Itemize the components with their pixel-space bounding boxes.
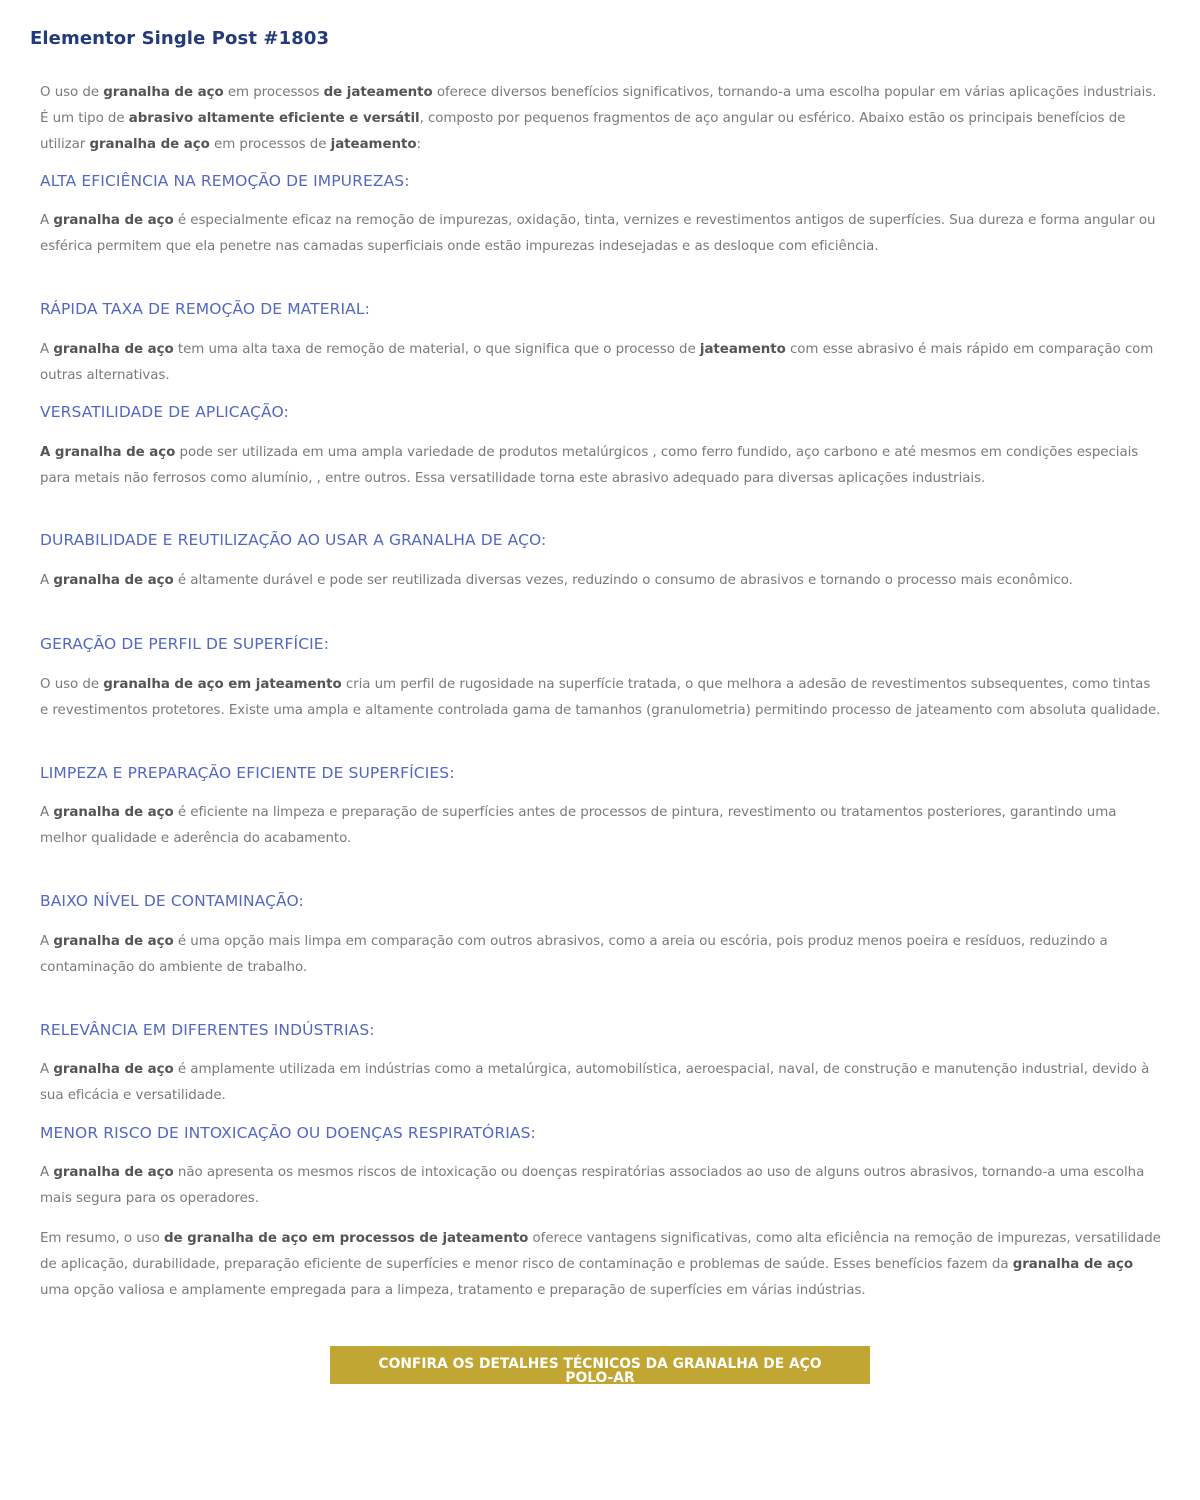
section-paragraph-removal-rate: A granalha de aço tem uma alta taxa de remoção de material, o que significa que o processo de jateamento com esse abrasivo é mais rápido em comparação com outras alternativas. <box>40 342 1154 383</box>
section-heading-versatility: VERSATILIDADE DE APLICAÇÃO: <box>40 403 289 421</box>
section-heading-industries: RELEVÂNCIA EM DIFERENTES INDÚSTRIAS: <box>40 1021 375 1039</box>
section-paragraph-industries: A granalha de aço é amplamente utilizada em indústrias como a metalúrgica, automobilística, aeroespacial, naval, de construção e manutenção industrial, devido à sua eficácia e versatilidade. <box>40 1062 1150 1103</box>
section-heading-cleaning: LIMPEZA E PREPARAÇÃO EFICIENTE DE SUPERFÍCIES: <box>40 764 455 782</box>
section-heading-health-risk: MENOR RISCO DE INTOXICAÇÃO OU DOENÇAS RESPIRATÓRIAS: <box>40 1124 536 1142</box>
section-heading-durability: DURABILIDADE E REUTILIZAÇÃO AO USAR A GRANALHA DE AÇO: <box>40 531 547 549</box>
technical-details-button-label: CONFIRA OS DETALHES TÉCNICOS DA GRANALHA DE AÇO POLO-AR <box>378 1356 822 1384</box>
section-heading-removal-rate: RÁPIDA TAXA DE REMOÇÃO DE MATERIAL: <box>40 300 370 318</box>
section-paragraph-durability: A granalha de aço é altamente durável e pode ser reutilizada diversas vezes, reduzindo o consumo de abrasivos e tornando o processo mais econômico. <box>40 573 1073 588</box>
section-paragraph-efficiency: A granalha de aço é especialmente eficaz na remoção de impurezas, oxidação, tinta, vernizes e revestimentos antigos de superfícies. Sua dureza e forma angular ou esférica permitem que ela penetre nas camadas superficiais onde estão impurezas indesejadas e as desloque com eficiência. <box>40 213 1156 254</box>
technical-details-button[interactable] <box>330 1346 870 1384</box>
section-paragraph-surface-profile: O uso de granalha de aço em jateamento cria um perfil de rugosidade na superfície tratada, o que melhora a adesão de revestimentos subsequentes, como tintas e revestimentos protetores. Existe uma ampla e altamente controlada gama de tamanhos (granulometria) permitindo processo de jateamento com absoluta qualidade. <box>40 677 1161 718</box>
section-paragraph-cleaning: A granalha de aço é eficiente na limpeza e preparação de superfícies antes de processos de pintura, revestimento ou tratamentos posteriores, garantindo uma melhor qualidade e aderência do acabamento. <box>40 805 1117 846</box>
section-paragraph-contamination: A granalha de aço é uma opção mais limpa em comparação com outros abrasivos, como a areia ou escória, pois produz menos poeira e resíduos, reduzindo a contaminação do ambiente de trabalho. <box>40 934 1108 975</box>
section-heading-contamination: BAIXO NÍVEL DE CONTAMINAÇÃO: <box>40 892 304 910</box>
summary-paragraph: Em resumo, o uso de granalha de aço em processos de jateamento oferece vantagens significativas, como alta eficiência na remoção de impurezas, versatilidade de aplicação, durabilidade, preparação eficiente de superfícies e menor risco de contaminação e problemas de saúde. Esses benefícios fazem da granalha de aço uma opção valiosa e amplamente empregada para a limpeza, tratamento e preparação de superfícies em várias indústrias. <box>40 1231 1161 1298</box>
section-heading-surface-profile: GERAÇÃO DE PERFIL DE SUPERFÍCIE: <box>40 635 330 653</box>
section-paragraph-health-risk: A granalha de aço não apresenta os mesmos riscos de intoxicação ou doenças respiratórias associados ao uso de alguns outros abrasivos, tornando-a uma escolha mais segura para os operadores. <box>40 1165 1145 1206</box>
section-heading-efficiency: ALTA EFICIÊNCIA NA REMOÇÃO DE IMPUREZAS: <box>40 172 410 190</box>
section-paragraph-versatility: A granalha de aço pode ser utilizada em uma ampla variedade de produtos metalúrgicos , como ferro fundido, aço carbono e até mesmos em condições especiais para metais não ferrosos como alumínio, , entre outros. Essa versatilidade torna este abrasivo adequado para diversas aplicações industriais. <box>40 445 1139 486</box>
page-title: Elementor Single Post #1803 <box>30 28 330 49</box>
intro-paragraph: O uso de granalha de aço em processos de jateamento oferece diversos benefícios significativos, tornando-a uma escolha popular em várias aplicações industriais. É um tipo de abrasivo altamente eficiente e versátil, composto por pequenos fragmentos de aço angular ou esférico. Abaixo estão os principais benefícios de utilizar granalha de aço em processos de jateamento: <box>40 85 1157 152</box>
